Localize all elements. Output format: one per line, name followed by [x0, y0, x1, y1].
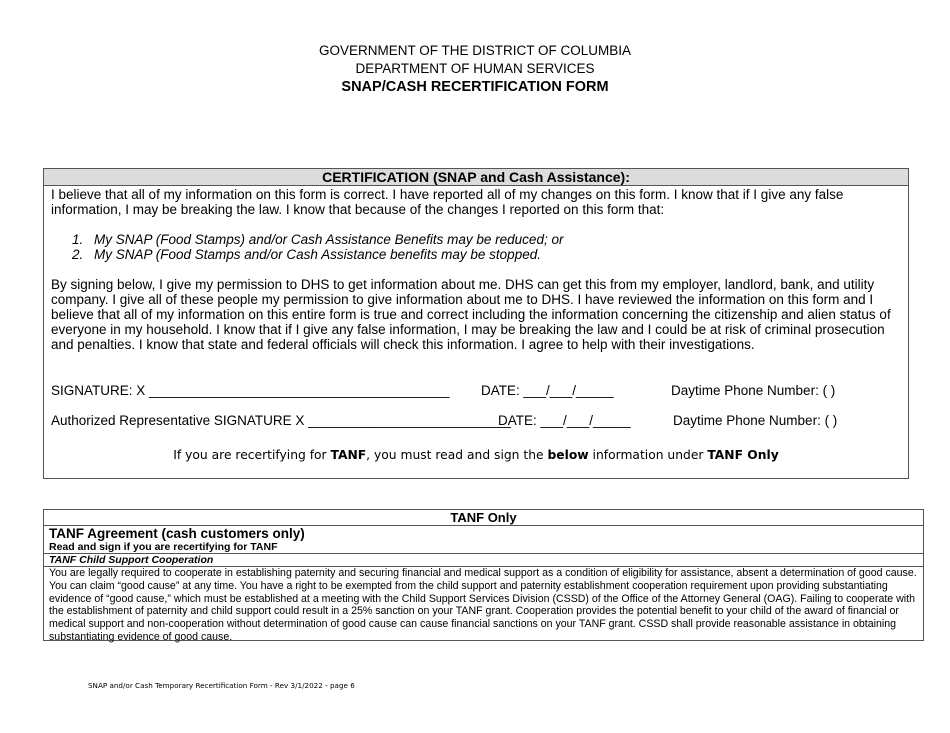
authorized-rep-phone-field[interactable]: Daytime Phone Number: ( ): [673, 413, 838, 428]
authorized-rep-signature-field[interactable]: Authorized Representative SIGNATURE X ___________________________: [51, 413, 511, 428]
certification-section: [43, 168, 909, 479]
child-support-cooperation-heading: TANF Child Support Cooperation: [44, 554, 923, 567]
list-item: 1. My SNAP (Food Stamps) and/or Cash Assistance Benefits may be reduced; or: [72, 232, 564, 247]
form-title: SNAP/CASH RECERTIFICATION FORM: [341, 79, 609, 95]
tanf-agreement-heading: TANF Agreement (cash customers only): [49, 526, 305, 541]
consequence-list: [72, 232, 563, 262]
list-item: 2. My SNAP (Food Stamps and/or Cash Assistance benefits may be stopped.: [72, 247, 541, 262]
tanf-agreement-header: [44, 526, 923, 554]
authorized-rep-date-field[interactable]: DATE: ___/___/_____: [498, 413, 631, 428]
certification-intro: I believe that all of my information on this form is correct. I have reported all of my changes on this form. I know that if I give any false information, I may be breaking the law. I know that because of the changes I reported on this form that:: [51, 187, 844, 217]
child-support-cooperation-text: You are legally required to cooperate in establishing paternity and securing financial and medical support as a condition of eligibility for assistance, absent a determination of good cause. You can claim “good cause” at any time. You have a right to be exempted from the child support and paternity establishment cooperation requirement upon providing substantiating evidence of “good cause,” which must be established at a meeting with the Child Support Services Division (CSSD) of the Office of the Attorney General (OAG). Failing to cooperate with the establishment of paternity and child support could result in a 25% sanction on your TANF grant. Cooperation provides the potential benefit to your child of the award of financial or medical support and non-cooperation without determination of good cause can cause financial sanctions on your TANF grant. CSSD shall provide reasonable assistance in obtaining substantiating evidence of good cause.: [49, 567, 917, 643]
consent-paragraph: By signing below, I give my permission to DHS to get information about me. DHS can get this from my employer, landlord, bank, and utility company. I give all of these people my permission to give information about me to DHS. I have reviewed the information on this form and I believe that all of my information on this entire form is true and correct including the information concerning the citizenship and alien status of everyone in my household. I know that if I give any false information, I may be breaking the law and I could be at risk of criminal prosecution and penalties. I know that state and federal officials will check this information. I agree to help with their investigations.: [51, 277, 891, 352]
signature-phone-field[interactable]: Daytime Phone Number: ( ): [671, 383, 836, 398]
certification-title: CERTIFICATION (SNAP and Cash Assistance):: [44, 169, 908, 186]
department-name: DEPARTMENT OF HUMAN SERVICES: [355, 61, 595, 76]
tanf-agreement-subheading: Read and sign if you are recertifying for TANF: [49, 541, 278, 553]
signature-field[interactable]: SIGNATURE: X ________________________________________: [51, 383, 450, 398]
page-footer: SNAP and/or Cash Temporary Recertification Form - Rev 3/1/2022 - page 6: [88, 681, 355, 690]
agency-name: GOVERNMENT OF THE DISTRICT OF COLUMBIA: [318, 43, 632, 58]
tanf-section-title: TANF Only: [44, 510, 923, 526]
tanf-instruction-note: If you are recertifying for TANF, you must read and sign the below information under TANF Only: [173, 448, 779, 462]
signature-date-field[interactable]: DATE: ___/___/_____: [481, 383, 614, 398]
tanf-section: [43, 509, 924, 641]
